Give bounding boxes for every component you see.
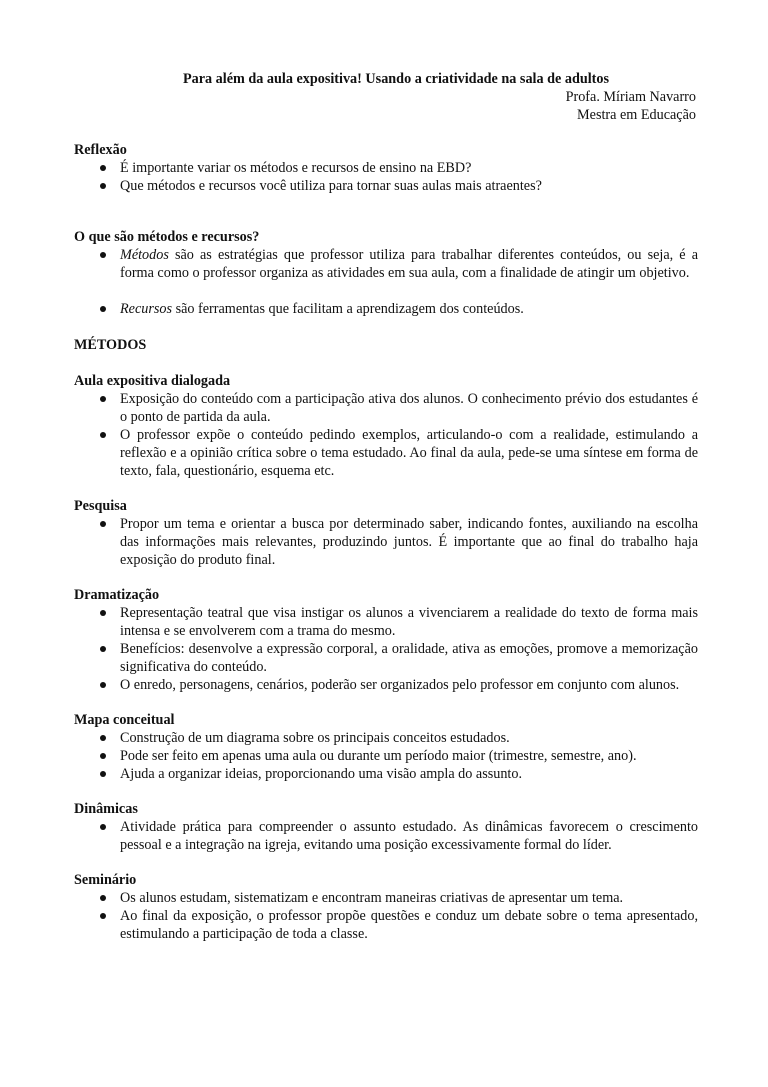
document-title: Para além da aula expositiva! Usando a criatividade na sala de adultos — [182, 71, 610, 87]
list-item: Pode ser feito em apenas uma aula ou durante um período maior (trimestre, semestre, ano). — [120, 747, 698, 765]
method-list — [74, 729, 698, 783]
list-item-recursos — [120, 300, 698, 318]
method-heading: Mapa conceitual — [74, 712, 175, 728]
list-item: Que métodos e recursos você utiliza para tornar suas aulas mais atraentes? — [120, 177, 698, 195]
method-heading: Pesquisa — [74, 498, 127, 514]
term-metodos: Métodos — [120, 247, 169, 263]
method-heading: Seminário — [74, 872, 137, 888]
method-list — [74, 604, 698, 694]
method-list — [74, 515, 698, 569]
section-heading-definicoes: O que são métodos e recursos? — [74, 229, 260, 245]
method-list — [74, 818, 698, 854]
author-name: Profa. Míriam Navarro — [565, 89, 696, 105]
section-heading-metodos: MÉTODOS — [74, 337, 147, 353]
list-item: Propor um tema e orientar a busca por determinado saber, indicando fontes, auxiliando na escolha das informações mais relevantes, produzindo juntos. É importante que ao final do trabalho haja exposição do produto final. — [120, 516, 698, 568]
list-item: Ao final da exposição, o professor propõe questões e conduz um debate sobre o tema apresentado, estimulando a participação de toda a classe. — [120, 908, 698, 942]
definition-metodos: são as estratégias que professor utiliza para trabalhar diferentes conteúdos, ou seja, é a forma como o professor organiza as atividades em sua aula, com a finalidade de atingir um objetivo. — [120, 247, 698, 281]
method-heading: Dramatização — [74, 587, 160, 603]
method-heading: Dinâmicas — [74, 801, 138, 817]
list-item: É importante variar os métodos e recursos de ensino na EBD? — [120, 159, 698, 177]
definicoes-list — [74, 246, 698, 282]
list-item: Atividade prática para compreender o assunto estudado. As dinâmicas favorecem o crescimento pessoal e a integração na igreja, evitando uma posição excessivamente formal do líder. — [120, 819, 698, 853]
method-list — [74, 889, 698, 943]
list-item: O professor expõe o conteúdo pedindo exemplos, articulando-o com a realidade, estimulando a reflexão e a opinião crítica sobre o tema estudado. Ao final da aula, pede-se uma síntese em forma de texto, fala, questionário, esquema etc. — [120, 427, 698, 479]
list-item: Benefícios: desenvolve a expressão corporal, a oralidade, ativa as emoções, promove a memorização significativa do conteúdo. — [120, 641, 698, 675]
term-recursos: Recursos — [120, 301, 173, 317]
list-item: O enredo, personagens, cenários, poderão ser organizados pelo professor em conjunto com alunos. — [120, 676, 698, 694]
methods-sections — [74, 372, 698, 943]
author-degree: Mestra em Educação — [577, 107, 696, 123]
method-heading: Aula expositiva dialogada — [74, 373, 231, 389]
list-item: Exposição do conteúdo com a participação ativa dos alunos. O conhecimento prévio dos estudantes é o ponto de partida da aula. — [120, 391, 698, 425]
list-item: Os alunos estudam, sistematizam e encontram maneiras criativas de apresentar um tema. — [120, 889, 698, 907]
list-item: Ajuda a organizar ideias, proporcionando uma visão ampla do assunto. — [120, 765, 698, 783]
section-heading-reflexao: Reflexão — [74, 142, 127, 158]
method-list — [74, 390, 698, 480]
definicoes-list-2 — [74, 300, 698, 318]
list-item: Representação teatral que visa instigar os alunos a vivenciarem a realidade do texto de forma mais intensa e se envolverem com a trama do mesmo. — [120, 605, 698, 639]
list-item-metodos — [120, 246, 698, 282]
reflexao-list — [74, 159, 698, 195]
list-item: Construção de um diagrama sobre os principais conceitos estudados. — [120, 729, 698, 747]
definition-recursos: são ferramentas que facilitam a aprendizagem dos conteúdos. — [172, 301, 524, 317]
